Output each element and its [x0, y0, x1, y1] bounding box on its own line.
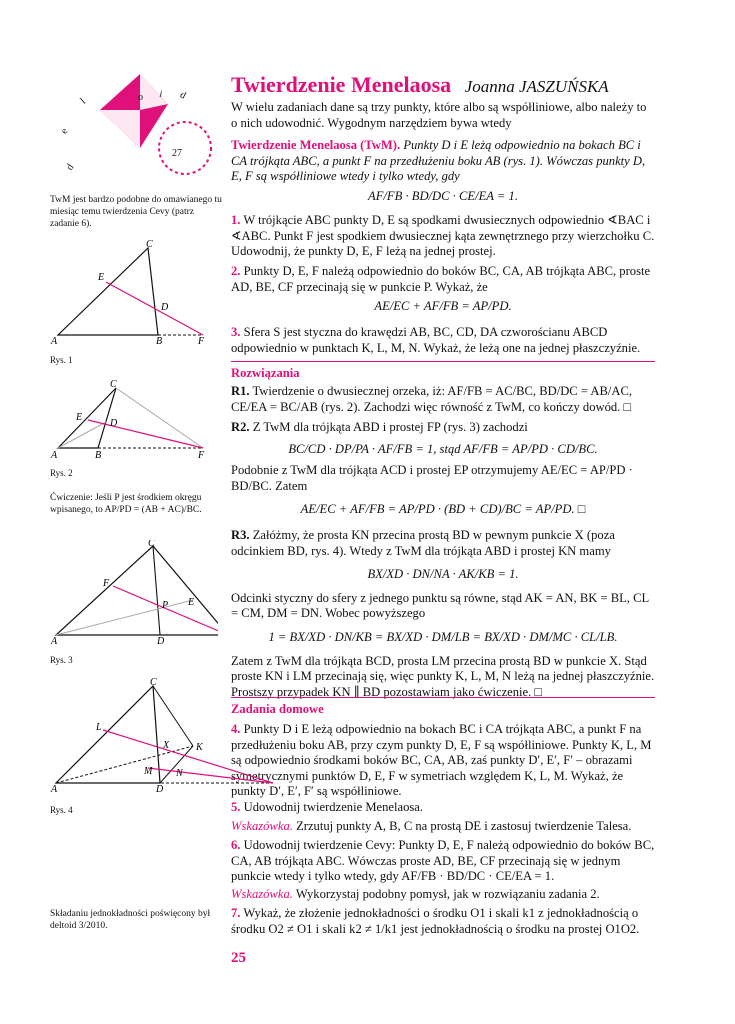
svg-text:C: C	[148, 540, 155, 549]
svg-text:d: d	[64, 162, 77, 173]
figure-rys1	[48, 240, 218, 350]
svg-text:e: e	[58, 126, 71, 137]
svg-text:C: C	[110, 380, 117, 390]
svg-text:K: K	[196, 742, 203, 753]
homework-7: 7. Wykaż, że złożenie jednokładności o środku O1 i skali k1 z jednokładnością o środku O2 ≠ O1 i skali k2 ≠ 1/k1 jest jednokładnością o środku na prostej O1O2.	[231, 906, 640, 936]
problem-2: 2. Punkty D, E, F należą odpowiednio do boków BC, CA, AB trójkąta ABC, proste AD, BE, CF przecinają się w punkcie P. Wykaż, że AE/EC + AF/FB = AP/PD.	[231, 264, 651, 314]
svg-text:o: o	[138, 92, 143, 103]
svg-text:F: F	[103, 578, 110, 589]
problem-3: 3. Sfera S jest styczna do krawędzi AB, BC, CD, DA czworościanu ABCD odpowiednio w punktach K, L, M, N. Wykaż, że leżą one na jednej płaszczyźnie.	[231, 325, 641, 355]
svg-text:E: E	[188, 597, 195, 608]
problem-1: 1. W trójkącie ABC punkty D, E są spodkami dwusiecznych odpowiednio ∢BAC i ∢ABC. Punkt F jest spodkiem dwusiecznej kąta zewnętrznego przy wierzchołku C. Udowodnij, że punkty D, E, F leżą na jednej prostej.	[231, 213, 655, 259]
svg-text:N: N	[176, 768, 183, 779]
solution-r3: R3. Załóżmy, że prosta KN przecina prostą BD w pewnym punkcie X (poza odcinkiem BD, rys. 4). Wtedy z TwM dla trójkąta ABD i prostej KN mamy BX/XD · DN/NA · AK/KB = 1. Odcinki styczny do sfery z jednego punktu są równe, stąd AK = AN, BK = BL, CL = CM, DM = DN. Wobec powyższego 1 = BX/XD · DN/KB = BX/XD · DM/LB = BX/XD · DM/MC · CL/LB. Zatem z TwM dla trójkąta BCD, prosta LM przecina prostą BD w punkcie X. Stąd proste KN i LM przecinają się, więc punkty K, L, M, N leżą na jednej płaszczyźnie. Prostszy przypadek KN ∥ BD pozostawiam jako ćwiczenie. □	[231, 528, 655, 699]
svg-text:C: C	[146, 240, 153, 250]
svg-text:C: C	[150, 678, 157, 688]
page-number: 25	[231, 950, 246, 966]
solution-r2: R2. Z TwM dla trójkąta ABD i prostej FP (rys. 3) zachodzi BC/CD · DP/PA · AF/FB = 1, stąd AF/FB = AP/PD · CD/BC. Podobnie z TwM dla trójkąta ACD i prostej EP otrzymujemy AE/EC = AP/PD · BD/BC. Zatem AE/EC + AF/FB = AP/PD · (BD + CD)/BC = AP/PD. □	[231, 420, 633, 517]
svg-text:D: D	[157, 636, 165, 647]
homework-6: 6. Udowodnij twierdzenie Cevy: Punkty D, E, F należą odpowiednio do boków BC, CA, AB trójkąta ABC. Wówczas proste AD, BE, CF przecinają się w jednym punkcie wtedy i tylko wtedy, gdy AF/FB · BD/DC · CE/EA = 1. Wskazówka. Wykorzystaj podobny pomysł, jak w rozwiązaniu zadania 2.	[231, 838, 655, 901]
svg-text:E: E	[76, 412, 83, 423]
svg-text:D: D	[110, 418, 118, 429]
svg-text:L: L	[96, 722, 102, 733]
author: Joanna JASZUŃSKA	[464, 77, 609, 96]
solutions-heading: Rozwiązania	[231, 366, 300, 380]
svg-text:i: i	[158, 88, 164, 101]
svg-text:D: D	[156, 784, 164, 795]
issue-number: 27	[172, 148, 182, 159]
svg-text:E: E	[98, 272, 105, 283]
kite-icon	[40, 58, 230, 178]
svg-text:F: F	[198, 336, 205, 347]
figure-rys4	[48, 678, 283, 798]
svg-text:A: A	[51, 450, 58, 460]
sidebar-note: TwM jest bardzo podobne do omawianego tu miesiąc temu twierdzenia Cevy (patrz zadanie 6).	[50, 195, 222, 229]
svg-text:B: B	[156, 336, 163, 347]
svg-text:M: M	[144, 766, 153, 777]
svg-text:P: P	[162, 600, 169, 611]
svg-text:D: D	[161, 302, 169, 313]
theorem: Twierdzenie Menelaosa (TwM). Punkty D i E leżą odpowiednio na bokach BC i CA trójkąta ABC, a punkt F na przedłużeniu boku AB (rys. 1). Wówczas punkty D, E, F są współliniowe wtedy i tylko wtedy, gdy AF/FB · BD/DC · CE/EA = 1.	[231, 138, 655, 207]
svg-text:X: X	[163, 740, 170, 751]
page-title	[231, 72, 609, 98]
divider	[231, 361, 655, 362]
deltoid-logo	[40, 58, 230, 178]
homework-heading: Zadania domowe	[231, 702, 324, 716]
figure-rys3	[48, 540, 218, 650]
svg-text:A: A	[51, 336, 58, 347]
svg-text:A: A	[51, 636, 58, 647]
divider	[231, 697, 655, 698]
homework-4: 4. Punkty D i E leżą odpowiednio na bokach BC i CA trójkąta ABC, a punkt F na przedłużeniu boku AB, przy czym punkty D, E, F są współliniowe. Punkty K, L, M są odpowiednio środkami boków BC, CA, AB, zaś punkty D′, E′, F′ – obrazami symetrycznymi punktów D, E, F w symetriach względem K, L, M. Wykaż, że punkty D′, E′, F′ są współliniowe.	[231, 722, 652, 799]
theorem-formula: AF/FB · BD/DC · CE/EA = 1.	[368, 188, 518, 203]
footnote: Składaniu jednokładności poświęcony był deltoid 3/2010.	[50, 909, 211, 931]
article-title: Twierdzenie Menelaosa	[231, 72, 452, 97]
intro: W wielu zadaniach dane są trzy punkty, które albo są współliniowe, albo należy to o nich udowodnić. Wygodnym narzędziem bywa wtedy	[231, 100, 647, 130]
svg-text:d: d	[177, 89, 188, 102]
svg-text:A: A	[51, 784, 58, 795]
svg-text:F: F	[198, 450, 205, 460]
solution-r1: R1. Twierdzenie o dwusiecznej orzeka, iż: AF/FB = AC/BC, BD/DC = AB/AC, CE/EA = BC/AB (rys. 2). Zachodzi więc równość z TwM, co kończy dowód. □	[231, 384, 633, 414]
homework-5: 5. Udowodnij twierdzenie Menelaosa. Wskazówka. Zrzutuj punkty A, B, C na prostą DE i zastosuj twierdzenie Talesa.	[231, 800, 632, 833]
svg-text:l: l	[78, 96, 88, 107]
exercise-note: Ćwiczenie: Jeśli P jest środkiem okręgu wpisanego, to AP/PD = (AB + AC)/BC.	[50, 493, 202, 515]
figure-rys2	[48, 380, 218, 460]
svg-text:B: B	[95, 450, 102, 460]
